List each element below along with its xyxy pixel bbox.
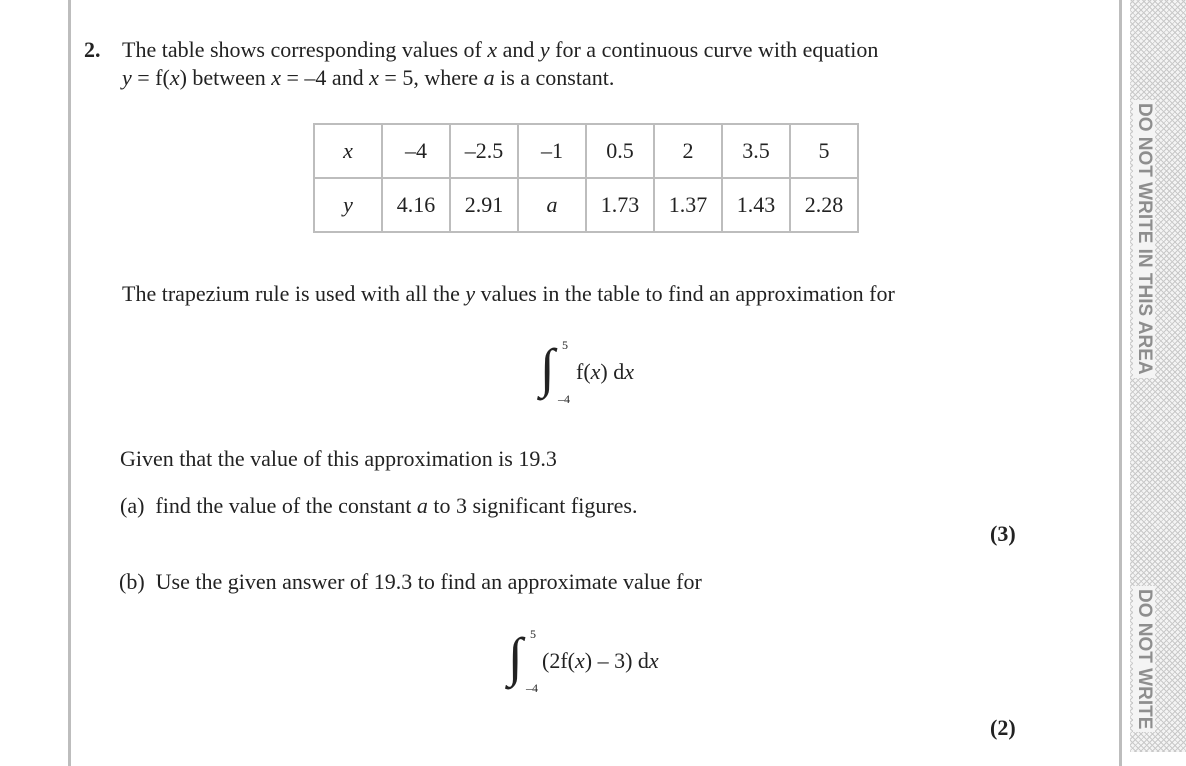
table-cell: –4 xyxy=(382,124,450,178)
given-text: Given that the value of this approximation is 19.3 xyxy=(120,446,557,471)
integral-upper-limit: 5 xyxy=(562,338,568,352)
part-a-label: (a) xyxy=(120,493,145,518)
values-table xyxy=(313,123,859,233)
table-row-label: y xyxy=(314,178,382,232)
table-cell: 2.91 xyxy=(450,178,518,232)
trapezium-text: The trapezium rule is used with all the y values in the table to find an approximation for xyxy=(122,281,895,306)
part-b-label: (b) xyxy=(119,569,145,594)
table-cell: 2 xyxy=(654,124,722,178)
table-cell: 1.37 xyxy=(654,178,722,232)
table-row-label: x xyxy=(314,124,382,178)
part-a: (a) find the value of the constant a to 3 significant figures. xyxy=(120,493,638,518)
integral-lower-limit: –4 xyxy=(526,681,538,695)
table-cell: 5 xyxy=(790,124,858,178)
part-b-marks: (2) xyxy=(990,715,1016,740)
table-cell: 2.28 xyxy=(790,178,858,232)
part-a-marks: (3) xyxy=(990,521,1016,546)
table-cell: 1.73 xyxy=(586,178,654,232)
integrand: (2f(x) – 3) dx xyxy=(542,648,659,673)
integral-lower-limit: –4 xyxy=(558,392,570,406)
table-cell: a xyxy=(518,178,586,232)
table-row-x xyxy=(314,124,858,178)
do-not-write-warning: DO NOT WRITE IN THIS AREA xyxy=(1133,100,1155,378)
integral-upper-limit: 5 xyxy=(530,627,536,641)
question-intro-line-1: The table shows corresponding values of x and y for a continuous curve with equation xyxy=(122,37,879,62)
table-cell: 4.16 xyxy=(382,178,450,232)
table-cell: –1 xyxy=(518,124,586,178)
question-intro-line-2: y = f(x) between x = –4 and x = 5, where a is a constant. xyxy=(122,65,615,90)
integral-sign: ∫ xyxy=(508,627,523,687)
integral-1 xyxy=(540,338,660,408)
do-not-write-warning-2: DO NOT WRITE xyxy=(1133,586,1155,732)
table-cell: 0.5 xyxy=(586,124,654,178)
integrand: f(x) dx xyxy=(576,359,635,384)
table-cell: –2.5 xyxy=(450,124,518,178)
question-number: 2. xyxy=(84,37,101,62)
table-row-y xyxy=(314,178,858,232)
table-cell: 3.5 xyxy=(722,124,790,178)
table-cell: 1.43 xyxy=(722,178,790,232)
part-b: (b) Use the given answer of 19.3 to find an approximate value for xyxy=(119,569,702,594)
integral-2 xyxy=(508,627,708,697)
integral-sign: ∫ xyxy=(540,338,555,398)
